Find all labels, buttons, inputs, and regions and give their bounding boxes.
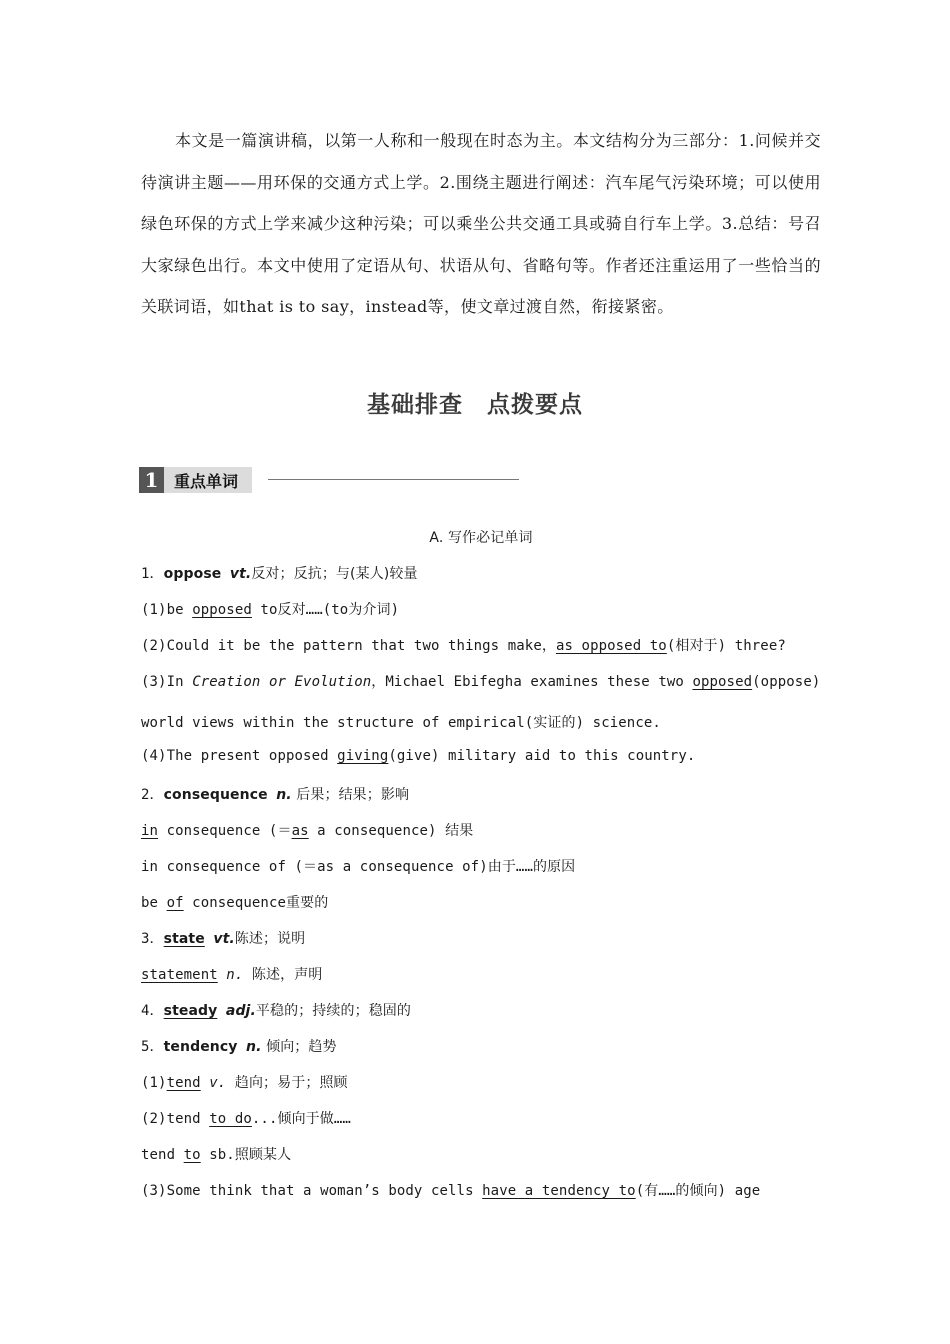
section-badge (139, 467, 252, 493)
entry-oppose-1 (141, 599, 399, 619)
answer-blank: to do (209, 1111, 252, 1127)
entry-meaning: 陈述；说明 (234, 931, 306, 947)
badge-divider (268, 479, 519, 480)
entry-consequence-1 (141, 820, 473, 840)
entry-pos: v. (200, 1075, 227, 1091)
text: (give) military aid to this country. (388, 748, 696, 764)
text: (3)Some think that a woman’s body cells (141, 1183, 483, 1199)
entry-meaning: 反对；反抗；与(某人)较量 (251, 566, 418, 582)
text: sb.照顾某人 (200, 1147, 292, 1163)
entry-oppose-3-cont: world views within the structure of empirical(实证的) science. (141, 715, 661, 731)
text: (1)be (141, 602, 193, 618)
entry-pos: vt. (229, 566, 252, 582)
answer-blank: in (141, 823, 159, 839)
entry-tendency-3 (141, 1144, 291, 1164)
entry-consequence-2: in consequence of (＝as a consequence of)由于……的原因 (141, 859, 576, 875)
section-title-part1: 基础排查 (367, 392, 463, 418)
entry-pos: n. (246, 1039, 262, 1055)
entry-number: 5． (141, 1039, 164, 1055)
answer-blank: tend (166, 1075, 201, 1091)
entry-tendency-1 (141, 1072, 348, 1092)
entry-word: tendency (163, 1039, 238, 1055)
section-title-part2: 点拨要点 (487, 392, 583, 418)
entry-meaning: 平稳的；持续的；稳固的 (255, 1003, 411, 1019)
entry-tendency (141, 1036, 337, 1056)
section-title (0, 386, 950, 419)
text: (2)tend (141, 1111, 210, 1127)
entry-meaning: 倾向；趋势 (261, 1039, 337, 1055)
entry-state (141, 928, 305, 948)
entry-word: steady (163, 1003, 218, 1019)
text: to反对……(to为介词) (251, 602, 400, 618)
entry-meaning: 后果；结果；影响 (291, 787, 410, 803)
entry-state-1 (141, 964, 322, 984)
answer-blank: of (166, 895, 184, 911)
text: consequence (＝ (158, 823, 292, 839)
text: consequence重要的 (183, 895, 329, 911)
entry-tendency-2 (141, 1108, 351, 1128)
answer-blank: as (291, 823, 309, 839)
text: (4)The present opposed (141, 748, 338, 764)
entry-oppose-3 (141, 671, 820, 691)
entry-oppose-4 (141, 748, 695, 764)
entry-pos: vt. (213, 931, 235, 947)
answer-blank: statement (141, 967, 218, 983)
text: (oppose) (752, 674, 821, 690)
entry-oppose (141, 563, 418, 583)
text: (3)In (141, 674, 193, 690)
answer-blank: to (183, 1147, 201, 1163)
badge-number: 1 (139, 467, 164, 493)
answer-blank: giving (337, 748, 389, 764)
answer-blank: opposed (692, 674, 753, 690)
text: a consequence) 结果 (308, 823, 474, 839)
intro-paragraph: 本文是一篇演讲稿，以第一人称和一般现在时态为主。本文结构分为三部分：1.问候并交待演讲主题——用环保的交通方式上学。2.围绕主题进行阐述：汽车尾气污染环境；可以使用绿色环保的方式上学来减少这种污染；可以乘坐公共交通工具或骑自行车上学。3.总结：号召大家绿色出行。本文中使用了定语从句、状语从句、省略句等。作者还注重运用了一些恰当的关联词语，如that is to say，instead等，使文章过渡自然，衔接紧密。 (141, 131, 821, 316)
text: (相对于) three? (666, 638, 786, 654)
entry-pos: n. (217, 967, 244, 983)
entry-pos: adj. (225, 1003, 256, 1019)
text: ...倾向于做…… (251, 1111, 351, 1127)
entry-word: consequence (163, 787, 268, 803)
entry-tendency-4 (141, 1180, 760, 1200)
entry-consequence-3 (141, 892, 328, 912)
text: (2)Could it be the pattern that two things make， (141, 638, 556, 654)
text: 趋向；易于；照顾 (226, 1075, 348, 1091)
intro-section (141, 120, 821, 328)
entry-pos: n. (276, 787, 292, 803)
entry-number: 1． (141, 566, 164, 582)
entry-consequence (141, 784, 409, 804)
entry-number: 3． (141, 931, 164, 947)
text: 陈述，声明 (243, 967, 323, 983)
entry-word: oppose (163, 566, 222, 582)
badge-label: 重点单词 (164, 467, 252, 493)
text: tend (141, 1147, 184, 1163)
text: (有……的倾向) age (635, 1183, 761, 1199)
entry-oppose-2 (141, 635, 786, 655)
entry-number: 4． (141, 1003, 164, 1019)
entry-word: state (163, 931, 205, 947)
book-title: Creation or Evolution (192, 674, 372, 690)
subheading: A. 写作必记单词 (429, 530, 533, 546)
entry-steady (141, 1000, 411, 1020)
text: be (141, 895, 167, 911)
entry-number: 2． (141, 787, 164, 803)
text: ，Michael Ebifegha examines these two (371, 674, 693, 690)
answer-blank: opposed (192, 602, 252, 618)
answer-blank: have a tendency to (482, 1183, 636, 1199)
text: (1) (141, 1075, 167, 1091)
answer-blank: as opposed to (555, 638, 667, 654)
